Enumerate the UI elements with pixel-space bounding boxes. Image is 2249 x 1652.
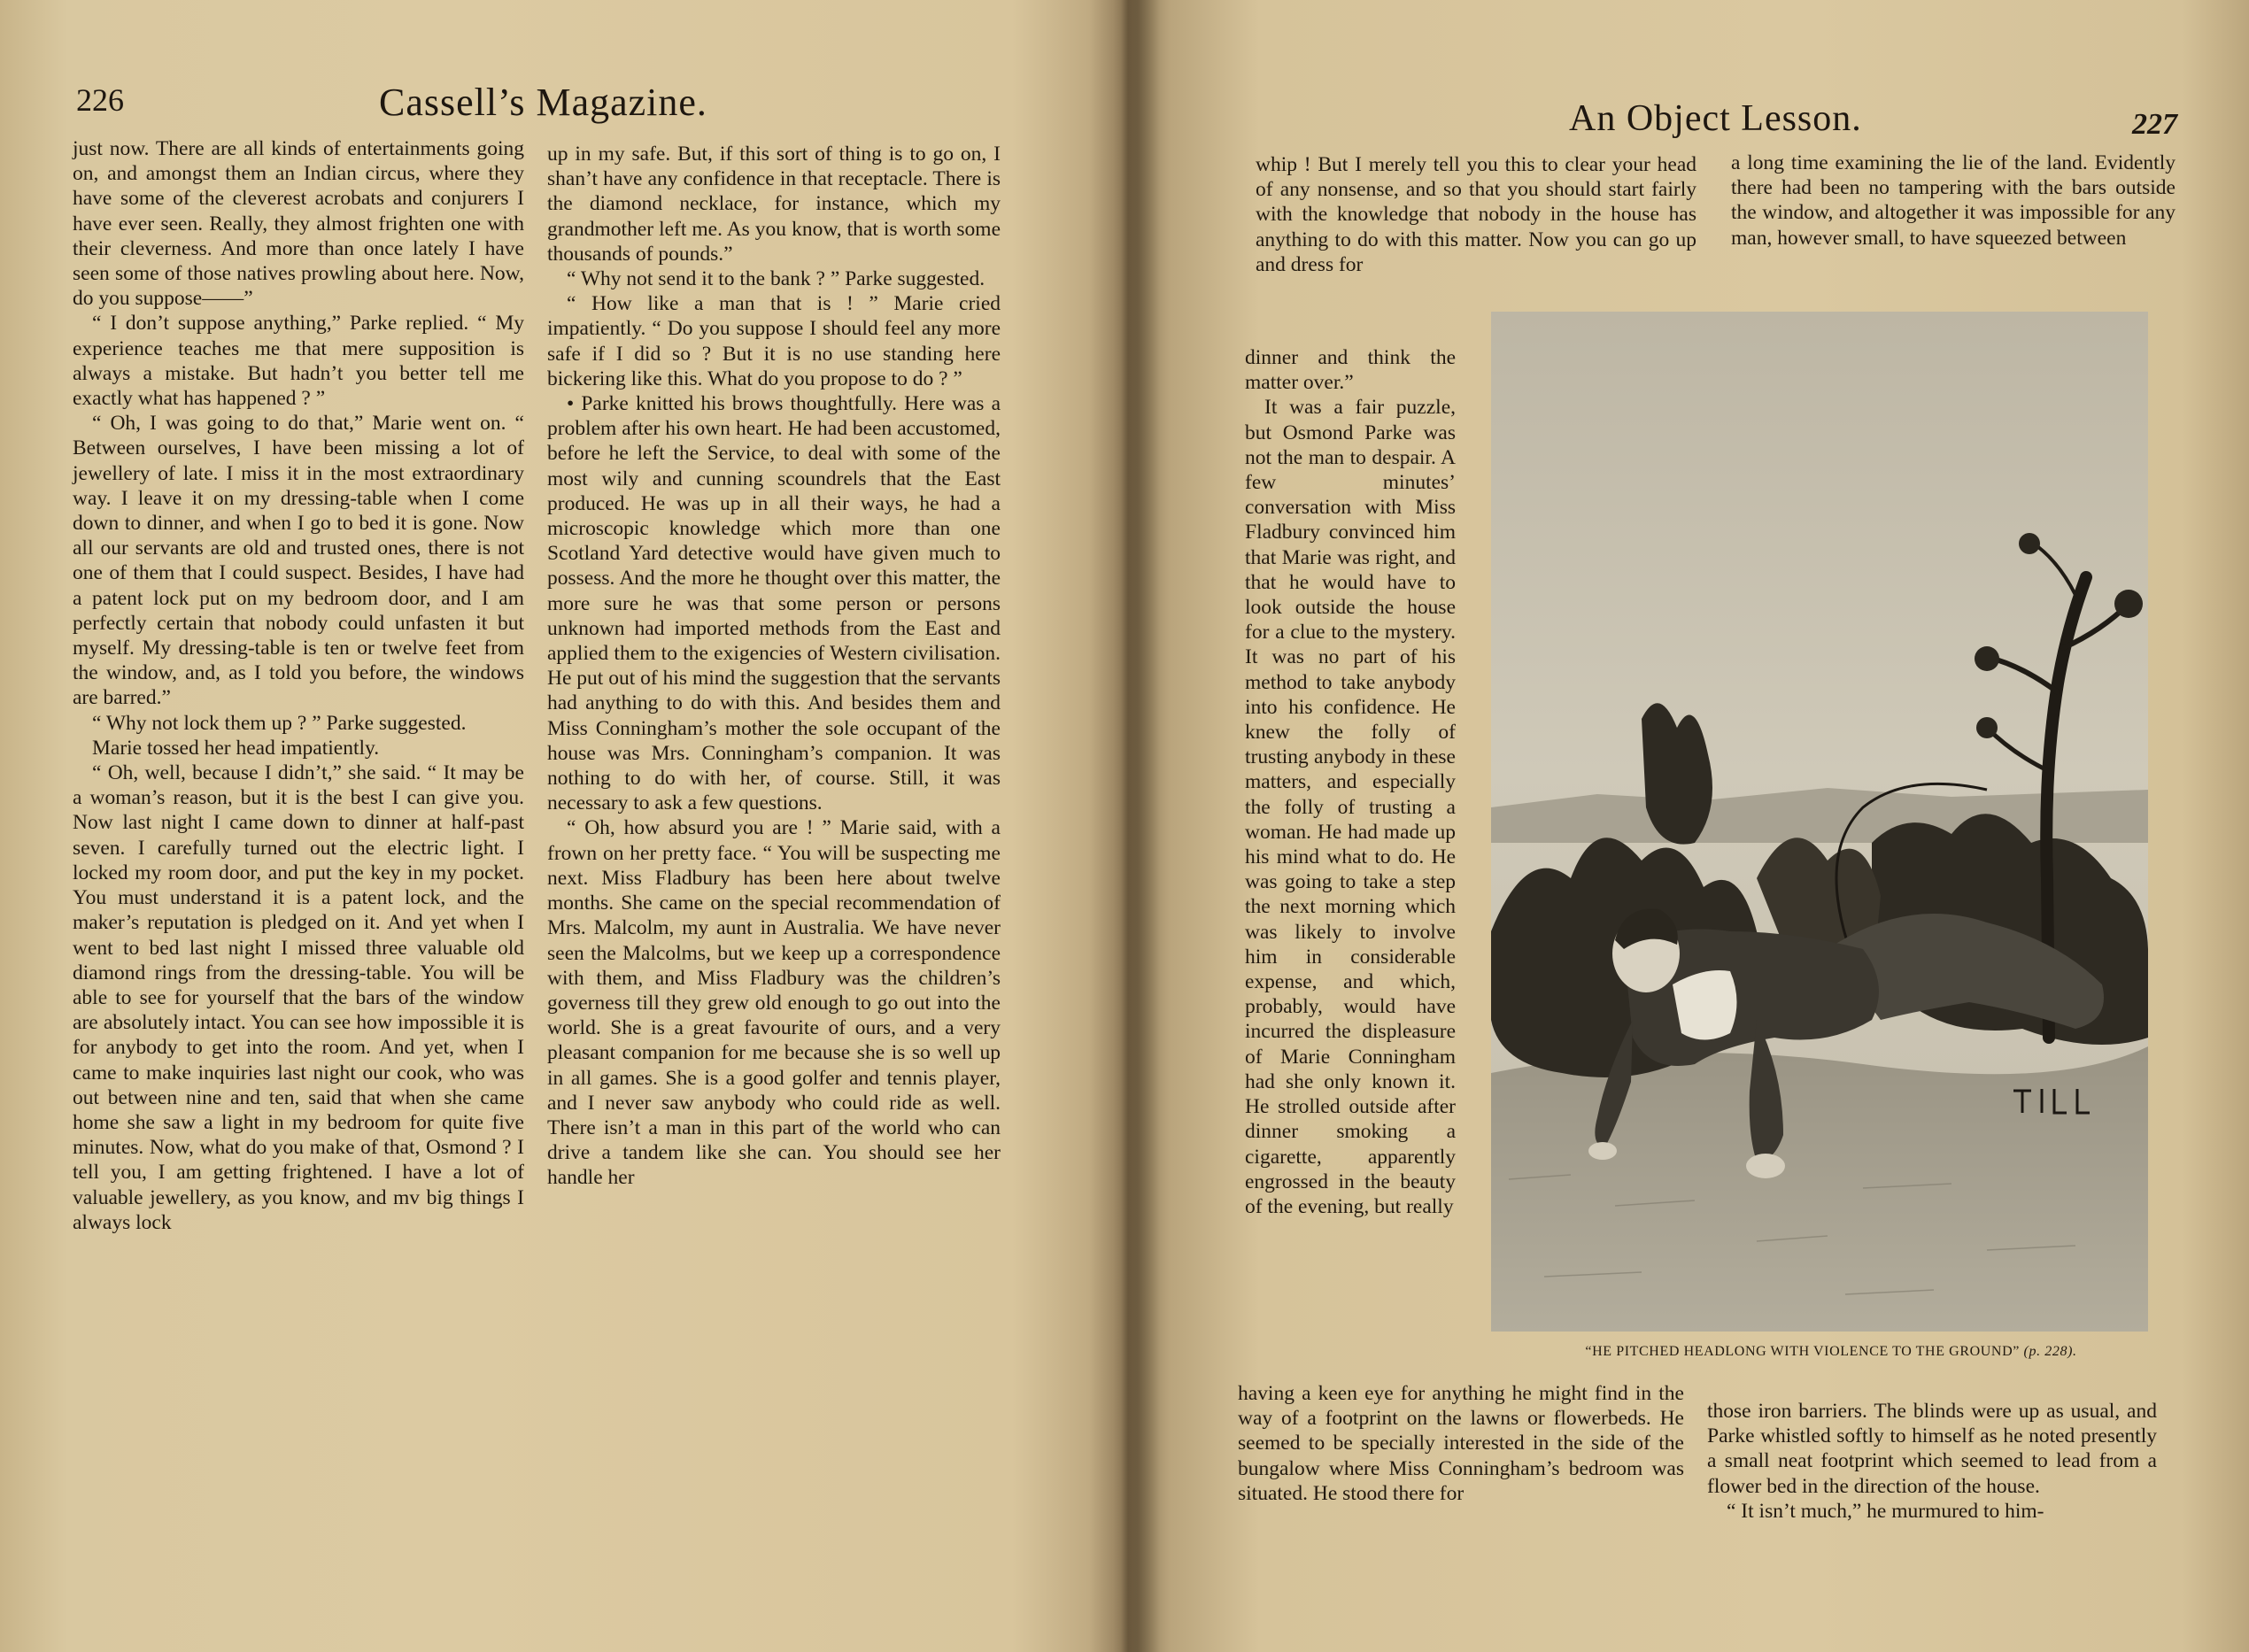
left-column-2: [547, 142, 1001, 1191]
right-column-d: [1707, 1399, 2157, 1524]
paragraph: dinner and think the matter over.”: [1245, 346, 1456, 395]
paragraph: “ Oh, I was going to do that,” Marie went on. “ Between ourselves, I have been missing a lot of jewellery of late. I miss it in the most extraordinary way. I leave it on my dressing-table when I come down to dinner, and when I go to bed it is gone. Now all our servants are old and trusted ones, there is not one of them that I could suspect. Besides, I have had a patent lock put on my bedroom door, and I am perfectly certain that nobody could unfasten it but myself. My dressing-table is ten or twelve feet from the window, and, as I told you before, the windows are barred.”: [73, 412, 524, 710]
right-narrow-column: [1245, 345, 1456, 1219]
paragraph: “ I don’t suppose anything,” Parke replied. “ My experience teaches me that mere supposition is always a mistake. But hadn’t you better tell me exactly what has happened ? ”: [73, 312, 524, 411]
paragraph: a long time examining the lie of the land. Evidently there had been no tampering with the bars outside the window, and altogether it was impossible for any man, however small, to have squeezed between: [1731, 151, 2176, 250]
right-page: [1132, 0, 2249, 1652]
paragraph: • Parke knitted his brows thoughtfully. Here was a problem after his own heart. He had been accustomed, before he left the Service, to deal with some of the most wily and cunning scoundrels that the East produced. He was up in all their ways, he had a microscopic knowledge which more than one Scotland Yard detective would have given much to possess. And the more he thought over this matter, the more sure he was that some person or persons unknown had imported methods from the East and applied them to the exigencies of Western civilisation. He put out of his mind the suggestion that the servants had anything to do with this. And besides them and Miss Conningham’s mother the sole occupant of the house was Mrs. Conningham’s companion. It was nothing to do with her, of course. Still, it was necessary to ask a few questions.: [547, 392, 1001, 815]
paragraph: “ It isn’t much,” he murmured to him-: [1727, 1499, 2044, 1523]
right-running-head: An Object Lesson.: [1569, 98, 1862, 139]
right-column-b: [1731, 151, 2176, 251]
right-page-number: 227: [2132, 108, 2177, 141]
illustration-engraving: [1491, 312, 2148, 1332]
right-column-a: [1256, 152, 1696, 277]
paragraph: “ Why not send it to the bank ? ” Parke suggested.: [567, 267, 985, 291]
left-running-head: Cassell’s Magazine.: [379, 81, 707, 124]
caption-text: “HE PITCHED HEADLONG WITH VIOLENCE TO THE GROUND”: [1585, 1344, 2020, 1359]
paragraph: “ How like a man that is ! ” Marie cried impatiently. “ Do you suppose I should feel any more safe if I did so ? But it is no use standing here bickering like this. What do you propose to do ? ”: [547, 292, 1001, 390]
illustration-caption: [1512, 1344, 2150, 1360]
left-column-1: [73, 136, 524, 1235]
left-page: [0, 0, 1117, 1652]
paragraph: “ Oh, well, because I didn’t,” she said. “ It may be a woman’s reason, but it is the best I can give you. Now last night I came down to dinner at half-past seven. I carefully turned out the electric light. I locked my room door, and put the key in my pocket. You must understand it is a patent lock, and the maker’s reputation is pledged on it. And yet when I went to bed last night I missed three valuable old diamond rings from the dressing-table. You will be able to see for yourself that the bars of the window are absolutely intact. You can see how impossible it is for anybody to get into the room. And yet, when I came to make inquiries last night our cook, who was out between nine and ten, said that when she came home she saw a light in my bedroom for quite five minutes. Now, what do you make of that, Osmond ? I tell you, I am getting frightened. I have a lot of valuable jewellery, as you know, and mv big things I always lock: [73, 761, 524, 1234]
paragraph: “ Why not lock them up ? ” Parke suggested.: [92, 711, 467, 735]
right-column-c: [1238, 1381, 1684, 1506]
paragraph: those iron barriers. The blinds were up as usual, and Parke whistled softly to himself as he noted presently a small neat footprint which seemed to lead from a flower bed in the direction of the house.: [1707, 1400, 2157, 1498]
paragraph: Marie tossed her head impatiently.: [92, 736, 380, 760]
caption-page-reference: (p. 228).: [2023, 1344, 2077, 1359]
illustration: [1491, 312, 2148, 1332]
paragraph: It was a fair puzzle, but Osmond Parke was not the man to despair. A few minutes’ conversation with Miss Fladbury convinced him that Marie was right, and that he would have to look outside the house for a clue to the mystery. It was no part of his method to take anybody into his confidence. He knew the folly of trusting anybody in these matters, and especially the folly of trusting a woman. He had made up his mind what to do. He was going to take a step the next morning which was likely to involve him in considerable expense, and which, probably, would have incurred the displeasure of Marie Conningham had she only known it. He strolled outside after dinner smoking a cigarette, apparently engrossed in the beauty of the evening, but really: [1245, 396, 1456, 1218]
paragraph: having a keen eye for anything he might find in the way of a footprint on the lawns or flowerbeds. He seemed to be specially interested in the side of the bungalow where Miss Conningham’s bedroom was situated. He stood there for: [1238, 1382, 1684, 1505]
paragraph: whip ! But I merely tell you this to clear your head of any nonsense, and so that you should start fairly with the knowledge that nobody in the house has anything to do with this matter. Now you can go up and dress for: [1256, 153, 1696, 276]
left-page-number: 226: [76, 82, 124, 118]
paragraph: “ Oh, how absurd you are ! ” Marie said, with a frown on her pretty face. “ You will be suspecting me next. Miss Fladbury has been here about twelve months. She came on the special recommendation of Mrs. Malcolm, my aunt in Australia. We have never seen the Malcolms, but we keep up a correspondence with them, and Miss Fladbury was the children’s governess till they grew old enough to go out into the world. She is a great favourite of ours, and a very pleasant companion for me because she is so well up in all games. She is a good golfer and tennis player, and I never saw anybody who could ride as well. There isn’t a man in this part of the world who can drive a tandem like she can. You should see her handle her: [547, 816, 1001, 1190]
paragraph: up in my safe. But, if this sort of thing is to go on, I shan’t have any confidence in that receptacle. There is the diamond necklace, for instance, which my grandmother left me. As you know, that is worth some thousands of pounds.”: [547, 143, 1001, 266]
paragraph: just now. There are all kinds of entertainments going on, and amongst them an Indian circus, where they have some of the cleverest acrobats and conjurers I have ever seen. Really, they almost frighten one with their cleverness. And more than once lately I have seen some of those natives prowling about here. Now, do you suppose——”: [73, 137, 524, 311]
